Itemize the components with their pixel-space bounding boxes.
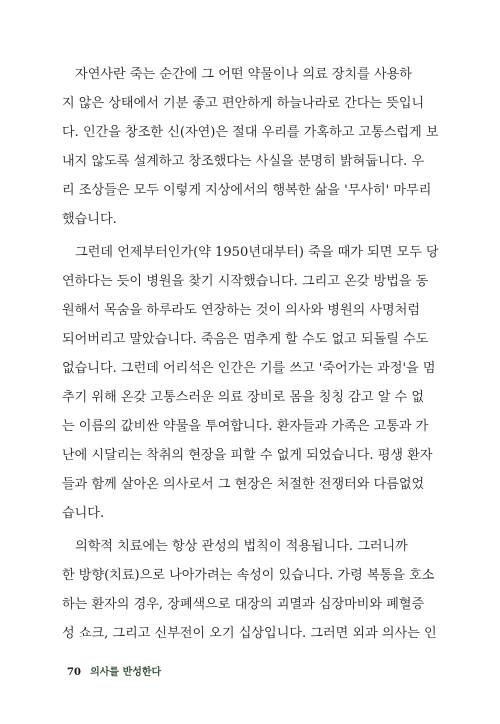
- paragraph-2: [62, 238, 439, 529]
- text-line: 다. 인간을 창조한 신(자연)은 절대 우리를 가혹하고 고통스럽게 보: [62, 125, 439, 141]
- paragraph-3: [62, 532, 437, 648]
- text-line: 했습니다.: [62, 212, 117, 228]
- book-title: 의사를 반성한다: [90, 667, 162, 678]
- page-footer: [67, 667, 161, 679]
- text-line: 그런데 언제부터인가(약 1950년대부터) 죽을 때가 되면 모두 당: [62, 244, 439, 260]
- text-line: 습니다.: [62, 506, 105, 522]
- text-line: 하는 환자의 경우, 장폐색으로 대장의 괴멸과 심장마비와 폐혈증: [62, 596, 425, 612]
- text-line: 지 않은 상태에서 기분 좋고 편안하게 하늘나라로 간다는 뜻입니: [62, 96, 425, 112]
- text-line: 는 이름의 값비싼 약물을 투여합니다. 환자들과 가족은 고통과 가: [62, 419, 429, 435]
- paragraph-1: [62, 60, 439, 235]
- text-line: 없습니다. 그런데 어리석은 인간은 기를 쓰고 '죽어가는 과정'을 멈: [62, 360, 436, 376]
- text-line: 한 방향(치료)으로 나아가려는 속성이 있습니다. 가령 복통을 호소: [62, 567, 435, 583]
- text-line: 난에 시달리는 착취의 현장을 피할 수 없게 되었습니다. 평생 환자: [62, 448, 433, 464]
- page-number: 70: [67, 667, 81, 678]
- text-line: 내지 않도록 설계하고 창조했다는 사실을 분명히 밝혀둡니다. 우: [62, 154, 425, 170]
- text-line: 연하다는 듯이 병원을 찾기 시작했습니다. 그리고 온갖 방법을 동: [62, 273, 429, 289]
- text-line: 되어버리고 말았습니다. 죽음은 멈추게 할 수도 없고 되돌릴 수도: [62, 331, 429, 347]
- text-line: 자연사란 죽는 순간에 그 어떤 약물이나 의료 장치를 사용하: [62, 67, 412, 82]
- body-text: [62, 60, 439, 648]
- text-line: 원해서 목숨을 하루라도 연장하는 것이 의사와 병원의 사명처럼: [62, 302, 420, 318]
- text-line: 의학적 치료에는 항상 관성의 법칙이 적용됩니다. 그러니까: [62, 538, 408, 554]
- text-line: 들과 함께 살아온 의사로서 그 현장은 처절한 전쟁터와 다름없었: [62, 477, 425, 493]
- text-line: 리 조상들은 모두 이렇게 지상에서의 행복한 삶을 '무사히' 마무리: [62, 183, 432, 199]
- text-line: 성 쇼크, 그리고 신부전이 오기 십상입니다. 그러면 외과 의사는 인: [62, 625, 437, 641]
- text-line: 추기 위해 온갖 고통스러운 의료 장비로 몸을 칭칭 감고 알 수 없: [62, 390, 424, 406]
